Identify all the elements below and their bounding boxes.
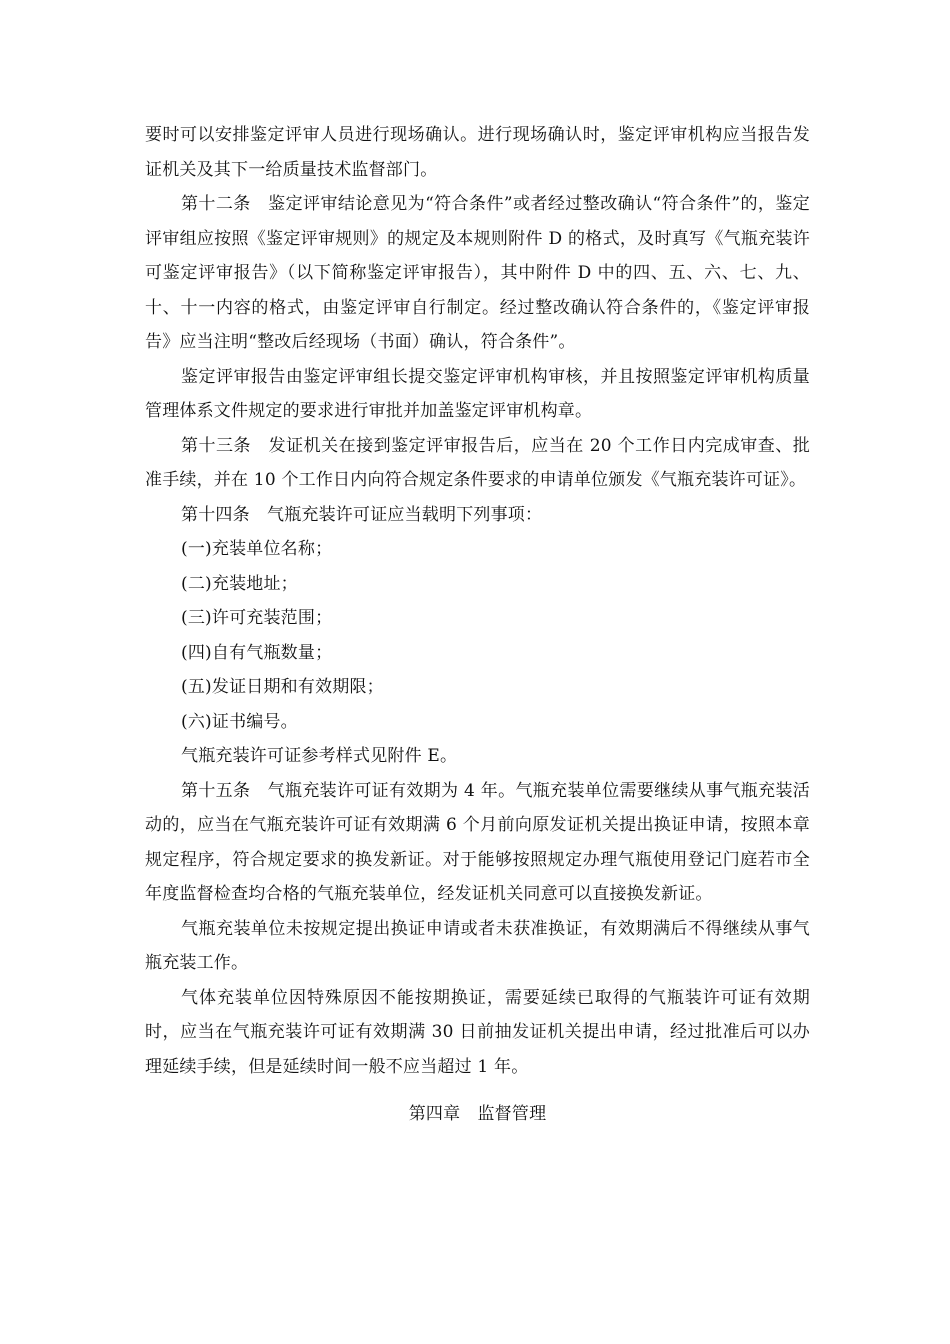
- extension-paragraph: 气体充装单位因特殊原因不能按期换证，需要延续已取得的气瓶装许可证有效期时，应当在气瓶充装许可证有效期满 30 日前抽发证机关提出申请，经过批准后可以办理延续手续，但是延续时间一般不应当超过 1 年。: [145, 987, 810, 1077]
- article-12-paragraph: 第十二条 鉴定评审结论意见为“符合条件”或者经过整改确认“符合条件”的，鉴定评审组应按照《鉴定评审规则》的规定及本规则附件 D 的格式，及时真写《气瓶充装许可鉴定评审报告》（以下简称鉴定评审报告），其中附件 D 中的四、五、六、七、九、十、十一内容的格式，由鉴定评审自行制定。经过整改确认符合条件的，《鉴定评审报告》应当注明“整改后经现场（书面）确认，符合条件”。: [145, 194, 810, 352]
- list-item: (二)充装地址；: [181, 573, 298, 594]
- appendix-e-paragraph: 气瓶充装许可证参考样式见附件 E。: [181, 746, 458, 766]
- list-item: (一)充装单位名称；: [181, 539, 333, 559]
- article-14-paragraph: 第十四条 气瓶充装许可证应当载明下列事项：: [181, 504, 543, 525]
- renewal-denied-paragraph: 气瓶充装单位未按规定提出换证申请或者未获准换证，有效期满后不得继续从事气瓶充装工作。: [145, 918, 810, 973]
- list-item: (四)自有气瓶数量；: [181, 642, 333, 663]
- paragraph-continuation: 要时可以安排鉴定评审人员进行现场确认。进行现场确认时，鉴定评审机构应当报告发证机关及其下一给质量技术监督部门。: [145, 125, 810, 180]
- list-item: (六)证书编号。: [181, 711, 298, 732]
- list-item: (三)许可充装范围；: [181, 608, 333, 628]
- chapter-heading: 第四章 监督管理: [408, 1104, 547, 1124]
- document-page: [145, 118, 810, 1132]
- article-15-paragraph: 第十五条 气瓶充装许可证有效期为 4 年。气瓶充装单位需要继续从事气瓶充装活动的，应当在气瓶充装许可证有效期满 6 个月前向原发证机关提出换证申请，按照本章规定程序，符合规定要求的换发新证。对于能够按照规定办理气瓶使用登记门庭若市全年度监督检查均合格的气瓶充装单位，经发证机关同意可以直接换发新证。: [145, 780, 810, 904]
- list-item: (五)发证日期和有效期限；: [181, 677, 384, 697]
- article-13-paragraph: 第十三条 发证机关在接到鉴定评审报告后，应当在 20 个工作日内完成审查、批准手续，并在 10 个工作日内向符合规定条件要求的申请单位颁发《气瓶充装许可证》。: [145, 435, 810, 490]
- review-report-paragraph: 鉴定评审报告由鉴定评审组长提交鉴定评审机构审核，并且按照鉴定评审机构质量管理体系文件规定的要求进行审批并加盖鉴定评审机构章。: [145, 366, 810, 421]
